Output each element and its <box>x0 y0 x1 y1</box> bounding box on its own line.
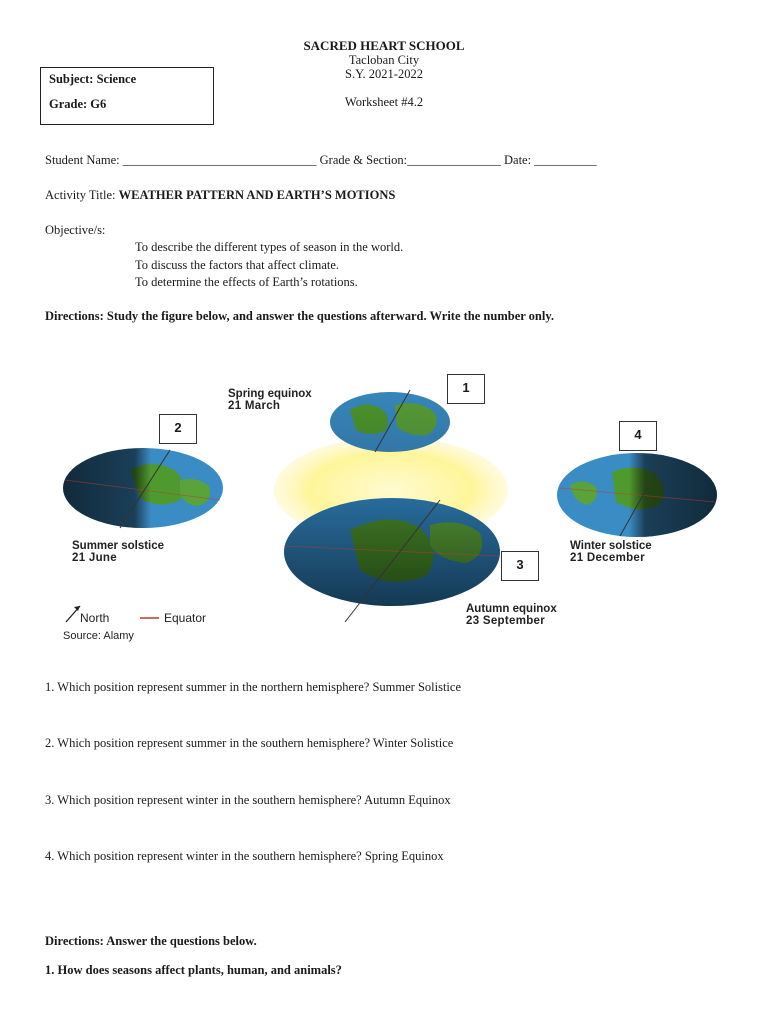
position-box-4: 4 <box>619 421 657 451</box>
globe-spring <box>330 390 450 452</box>
activity-title-line <box>45 188 395 203</box>
legend-equator-label: Equator <box>164 611 207 625</box>
question-1: 1. Which position represent summer in the northern hemisphere? Summer Solistice <box>45 680 461 694</box>
objective-item: To determine the effects of Earth’s rotations. <box>135 275 358 289</box>
student-info-line: Student Name: _______________________________ Grade & Section:_______________ Date: __________ <box>45 153 597 167</box>
figure-source: Source: Alamy <box>63 630 134 642</box>
activity-title: WEATHER PATTERN AND EARTH’S MOTIONS <box>118 188 396 202</box>
school-name: SACRED HEART SCHOOL <box>303 38 465 53</box>
legend-north-label: North <box>80 611 110 625</box>
objective-item: To discuss the factors that affect climate. <box>135 258 340 272</box>
label-winter: Winter solstice 21 December <box>570 540 652 564</box>
school-year: S.Y. 2021-2022 <box>345 67 423 81</box>
question-2: 2. Which position represent summer in the southern hemisphere? Winter Solistice <box>45 736 454 750</box>
directions-answer: Directions: Answer the questions below. <box>45 934 257 948</box>
subject-box <box>40 67 214 125</box>
globe-summer <box>63 448 223 528</box>
school-city: Tacloban City <box>348 53 420 67</box>
globe-winter <box>557 453 717 537</box>
open-question-1: 1. How does seasons affect plants, human, and animals? <box>45 963 342 977</box>
label-autumn: Autumn equinox 23 September <box>466 603 557 627</box>
question-3: 3. Which position represent winter in the southern hemisphere? Autumn Equinox <box>45 793 451 807</box>
objective-item: To describe the different types of season in the world. <box>135 240 404 254</box>
label-spring: Spring equinox 21 March <box>228 388 312 412</box>
label-summer: Summer solstice 21 June <box>72 540 165 564</box>
seasons-figure <box>0 360 768 650</box>
position-box-1: 1 <box>447 374 485 404</box>
position-box-3: 3 <box>501 551 539 581</box>
question-4: 4. Which position represent winter in the southern hemisphere? Spring Equinox <box>45 849 444 863</box>
activity-title-prefix: Activity Title: <box>45 188 119 202</box>
seasons-diagram <box>0 360 768 650</box>
worksheet-number: Worksheet #4.2 <box>344 95 424 109</box>
position-box-2: 2 <box>159 414 197 444</box>
objectives-label: Objective/s: <box>45 223 106 237</box>
subject-label: Subject: Science <box>49 72 137 86</box>
directions-figure: Directions: Study the figure below, and answer the questions afterward. Write the number only. <box>45 309 555 323</box>
grade-label: Grade: G6 <box>49 97 107 111</box>
